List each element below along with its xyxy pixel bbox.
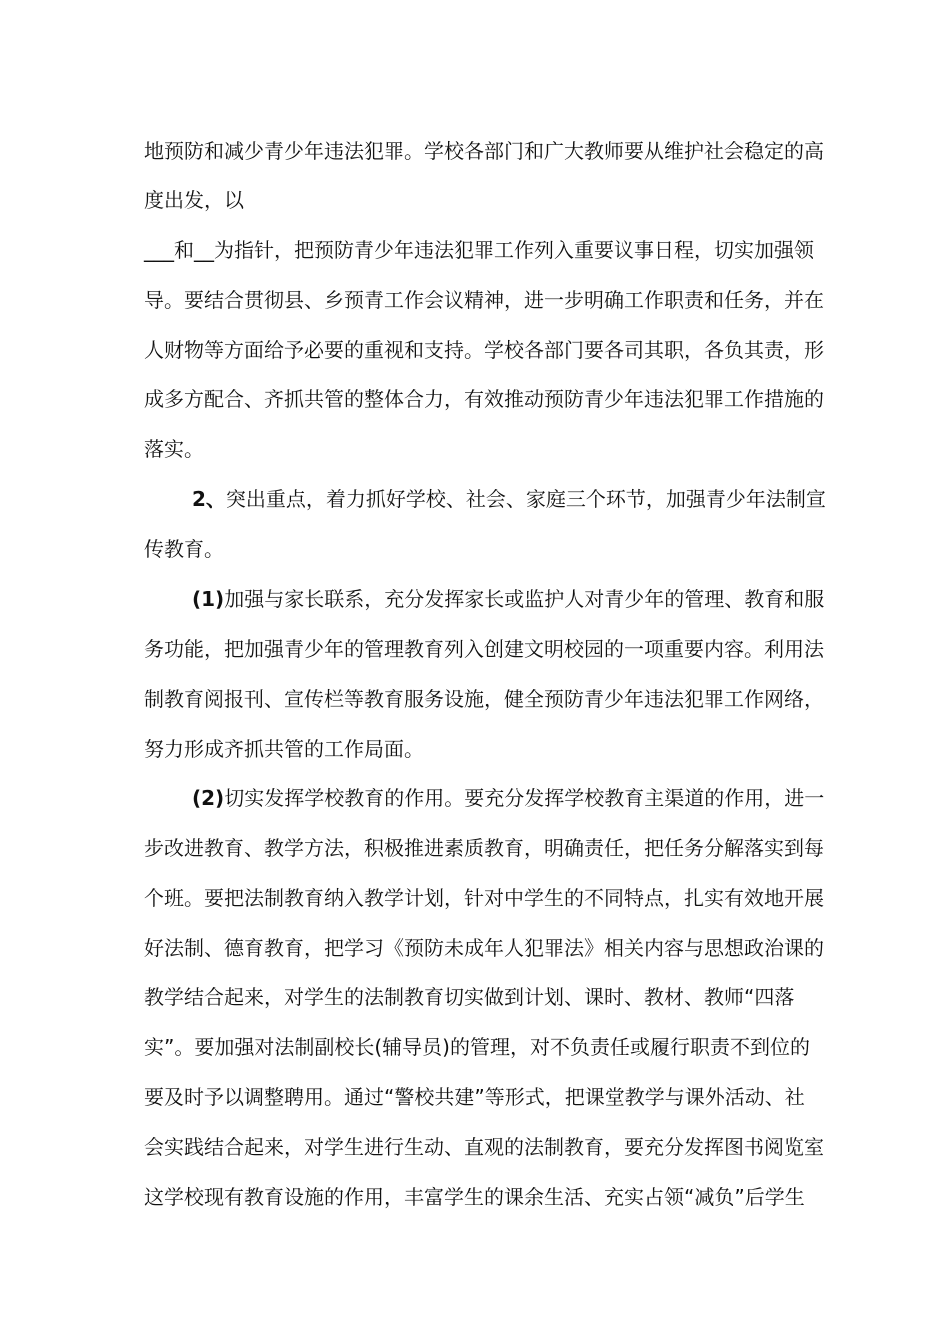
body-text-line: 个班。要把法制教育纳入教学计划，针对中学生的不同特点，扎实有效地开展 <box>144 886 824 910</box>
body-text-line: 务功能，把加强青少年的管理教育列入创建文明校园的一项重要内容。利用法 <box>144 637 824 661</box>
body-text-line: 传教育。 <box>144 537 224 561</box>
body-text-line: 这学校现有教育设施的作用，丰富学生的课余生活、充实占领“减负”后学生 <box>144 1185 805 1209</box>
body-text-line: 制教育阅报刊、宣传栏等教育服务设施，健全预防青少年违法犯罪工作网络， <box>144 687 824 711</box>
list-item-line <box>192 783 825 813</box>
body-text-line: 地预防和减少青少年违法犯罪。学校各部门和广大教师要从维护社会稳定的高 <box>144 139 824 163</box>
body-text-line: 成多方配合、齐抓共管的整体合力，有效推动预防青少年违法犯罪工作措施的 <box>144 387 824 411</box>
list-item-number: (2) <box>192 786 225 810</box>
list-item-line <box>192 584 825 614</box>
section-heading-line <box>192 484 826 514</box>
body-text-line: 努力形成齐抓共管的工作局面。 <box>144 737 424 761</box>
body-text-line: 度出发，以 <box>144 188 244 212</box>
list-item-text: 切实发挥学校教育的作用。要充分发挥学校教育主渠道的作用，进一 <box>224 786 825 810</box>
body-text-line: 人财物等方面给予必要的重视和支持。学校各部门要各司其职，各负其责，形 <box>144 338 824 362</box>
body-text-line: 落实。 <box>144 437 204 461</box>
body-text-line: 会实践结合起来，对学生进行生动、直观的法制教育，要充分发挥图书阅览室 <box>144 1135 824 1159</box>
section-number: 2、 <box>192 487 226 511</box>
section-heading-text: 突出重点，着力抓好学校、社会、家庭三个环节，加强青少年法制宣 <box>225 487 826 511</box>
body-text-line: 好法制、德育教育，把学习《预防未成年人犯罪法》相关内容与思想政治课的 <box>144 936 824 960</box>
body-text-line: 教学结合起来，对学生的法制教育切实做到计划、课时、教材、教师“四落 <box>144 985 795 1009</box>
body-text-line: 实”。要加强对法制副校长(辅导员)的管理，对不负责任或履行职责不到位的 <box>144 1035 810 1059</box>
body-text-line: 导。要结合贯彻县、乡预青工作会议精神，进一步明确工作职责和任务，并在 <box>144 288 824 312</box>
body-text-line: ___和__为指针，把预防青少年违法犯罪工作列入重要议事日程，切实加强领 <box>144 238 814 262</box>
list-item-number: (1) <box>192 587 225 611</box>
body-text-line: 步改进教育、教学方法，积极推进素质教育，明确责任，把任务分解落实到每 <box>144 836 824 860</box>
list-item-text: 加强与家长联系，充分发挥家长或监护人对青少年的管理、教育和服 <box>224 587 825 611</box>
body-text-line: 要及时予以调整聘用。通过“警校共建”等形式，把课堂教学与课外活动、社 <box>144 1085 805 1109</box>
